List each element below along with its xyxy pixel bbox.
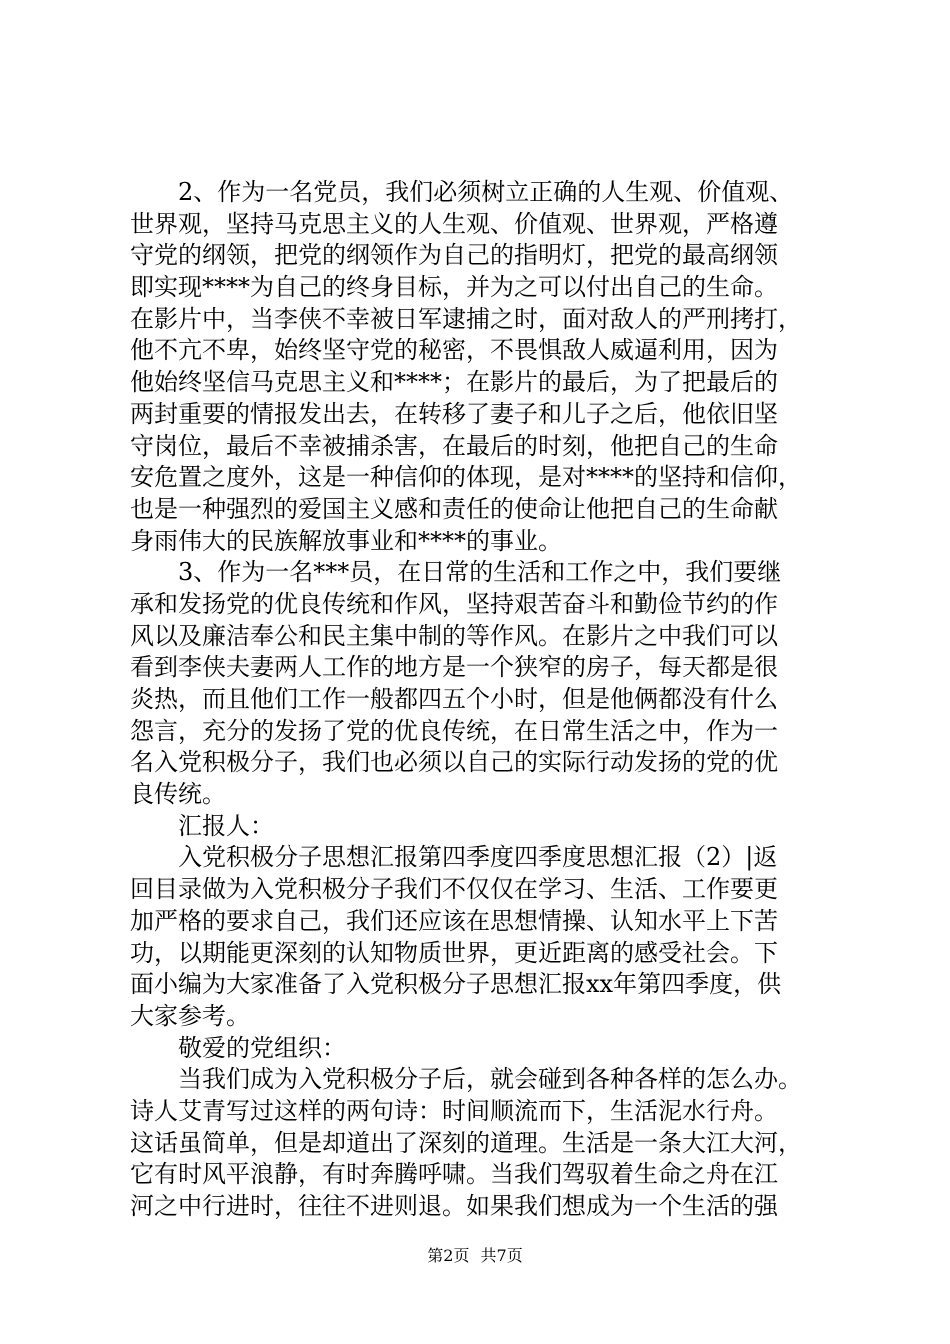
- salutation: 敬爱的党组织：: [130, 1033, 346, 1062]
- text-line: 入党积极分子思想汇报第四季度四季度思想汇报（2）|返: [130, 843, 778, 872]
- page-footer: [0, 1246, 950, 1266]
- text-line: 面小编为大家准备了入党积极分子思想汇报xx年第四季度，供: [130, 970, 782, 999]
- text-line: 看到李侠夫妻两人工作的地方是一个狭窄的房子，每天都是很: [130, 653, 778, 682]
- text-line: 怨言，充分的发扬了党的优良传统，在日常生活之中，作为一: [130, 716, 778, 745]
- text-line: 3、作为一名***员，在日常的生活和工作之中，我们要继: [130, 558, 782, 587]
- text-line: 他不亢不卑，始终坚守党的秘密，不畏惧敌人威逼利用，因为: [130, 336, 778, 365]
- text-line: 他始终坚信马克思主义和****；在影片的最后，为了把最后的: [130, 368, 778, 397]
- document-body: [130, 177, 850, 1223]
- text-line: 两封重要的情报发出去，在转移了妻子和儿子之后，他依旧坚: [130, 399, 778, 428]
- text-line: 炎热，而且他们工作一般都四五个小时，但是他俩都没有什么: [130, 685, 778, 713]
- text-line: 良传统。: [130, 780, 226, 809]
- text-line: 这话虽简单，但是却道出了深刻的道理。生活是一条大江大河，: [130, 1128, 802, 1157]
- text-line: 世界观，坚持马克思主义的人生观、价值观、世界观，严格遵: [130, 209, 778, 238]
- reporter-label: 汇报人：: [130, 811, 274, 840]
- text-line: 加严格的要求自己，我们还应该在思想情操、认知水平上下苦: [130, 906, 778, 935]
- text-line: 名入党积极分子，我们也必须以自己的实际行动发扬的党的优: [130, 748, 778, 777]
- text-line: 回目录做为入党积极分子我们不仅仅在学习、生活、工作要更: [130, 875, 778, 904]
- text-line: 承和发扬党的优良传统和作风，坚持艰苦奋斗和勤俭节约的作: [130, 589, 778, 618]
- text-line: 它有时风平浪静，有时奔腾呼啸。当我们驾驭着生命之舟在江: [130, 1160, 778, 1189]
- page-total: 共7页: [480, 1246, 523, 1265]
- text-line: 在影片中，当李侠不幸被日军逮捕之时，面对敌人的严刑拷打，: [130, 304, 802, 333]
- text-line: 当我们成为入党积极分子后，就会碰到各种各样的怎么办。: [130, 1065, 802, 1094]
- text-line: 诗人艾青写过这样的两句诗：时间顺流而下，生活泥水行舟。: [130, 1096, 778, 1125]
- text-line: 也是一种强烈的爱国主义感和责任的使命让他把自己的生命献: [130, 494, 778, 523]
- page-number: 第2页: [427, 1246, 470, 1265]
- text-line: 河之中行进时，往往不进则退。如果我们想成为一个生活的强: [130, 1192, 778, 1220]
- text-line: 风以及廉洁奉公和民主集中制的等作风。在影片之中我们可以: [130, 621, 778, 650]
- text-line: 2、作为一名党员，我们必须树立正确的人生观、价值观、: [130, 178, 794, 206]
- text-line: 安危置之度外，这是一种信仰的体现，是对****的坚持和信仰，: [130, 463, 802, 492]
- text-line: 功，以期能更深刻的认知物质世界，更近距离的感受社会。下: [130, 938, 778, 967]
- text-line: 大家参考。: [130, 1001, 250, 1030]
- text-line: 即实现****为自己的终身目标，并为之可以付出自己的生命。: [130, 273, 778, 302]
- text-line: 身雨伟大的民族解放事业和****的事业。: [130, 526, 562, 555]
- text-line: 守岗位，最后不幸被捕杀害，在最后的时刻，他把自己的生命: [130, 431, 778, 460]
- text-line: 守党的纲领，把党的纲领作为自己的指明灯，把党的最高纲领: [130, 241, 778, 270]
